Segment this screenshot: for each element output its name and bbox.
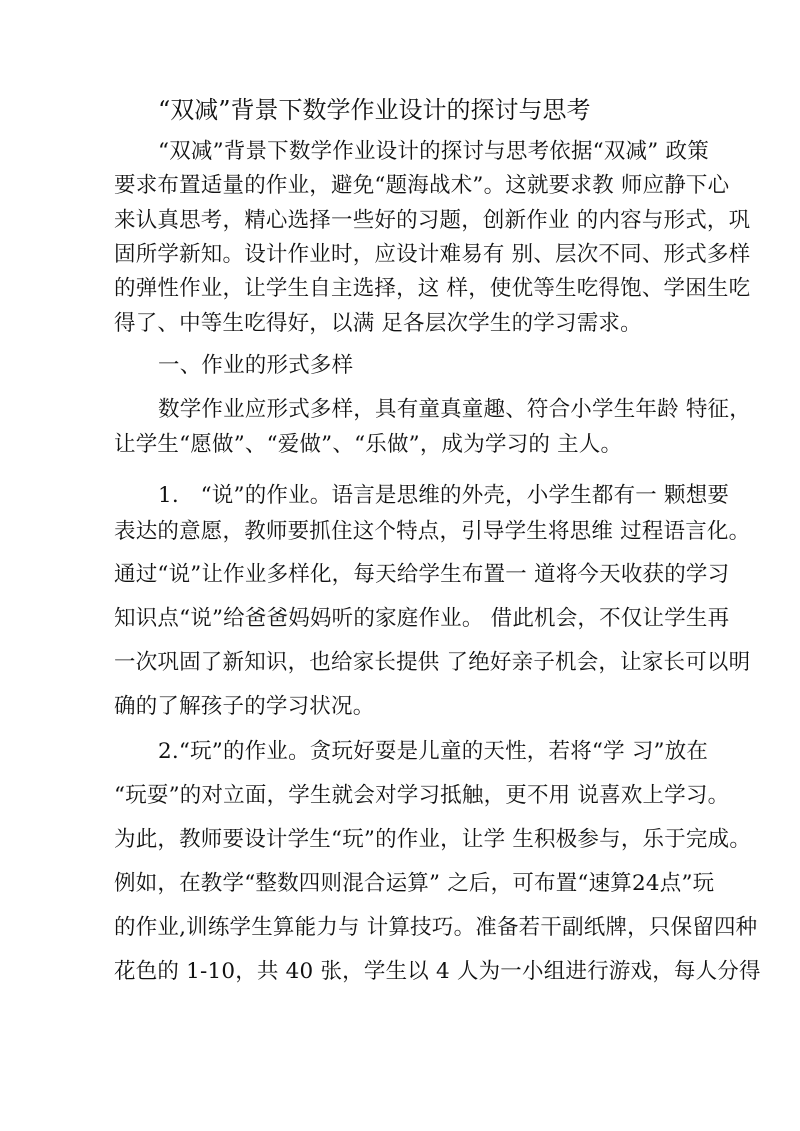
paragraph-3-line-4: 知识点“说”给爸爸妈妈听的家庭作业。 借此机会，不仅让学生再: [114, 606, 730, 631]
paragraph-4-line-4: 例如，在教学“整数四则混合运算” 之后，可布置“速算24点”玩: [114, 871, 715, 896]
paragraph-1-line-2: 要求布置适量的作业，避免“题海战术”。这就要求教 师应静下心: [114, 173, 730, 198]
section-heading-1: 一、作业的形式多样: [158, 353, 354, 378]
paragraph-4-line-2: “玩耍”的对立面，学生就会对学习抵触，更不用 说喜欢上学习。: [114, 783, 730, 808]
document-title: “双减”背景下数学作业设计的探讨与思考: [158, 96, 591, 124]
paragraph-3-line-5: 一次巩固了新知识，也给家长提供 了绝好亲子机会，让家长可以明: [114, 650, 751, 675]
paragraph-3-line-6: 确的了解孩子的学习状况。: [114, 694, 375, 719]
paragraph-3-line-1: 1. “说”的作业。语言是思维的外壳，小学生都有一 颗想要: [158, 483, 730, 508]
paragraph-2-line-1: 数学作业应形式多样，具有童真童趣、符合小学生年龄 特征，: [158, 397, 751, 422]
paragraph-1-line-6: 得了、中等生吃得好，以满 足各层次学生的学习需求。: [114, 311, 642, 336]
paragraph-4-line-1: 2.“玩”的作业。贪玩好耍是儿童的天性，若将“学 习”放在: [158, 739, 709, 764]
paragraph-4-line-3: 为此，教师要设计学生“玩”的作业，让学 生积极参与，乐于完成。: [114, 827, 752, 852]
paragraph-4-line-6: 花色的 1-10，共 40 张，学生以 4 人为一小组进行游戏，每人分得: [114, 959, 761, 984]
paragraph-3-line-2: 表达的意愿，教师要抓住这个特点，引导学生将思维 过程语言化。: [114, 519, 751, 544]
paragraph-3-line-3: 通过“说”让作业多样化，每天给学生布置一 道将今天收获的学习: [114, 562, 730, 587]
paragraph-1-line-5: 的弹性作业，让学生自主选择，这 样，使优等生吃得饱、学困生吃: [114, 276, 751, 301]
paragraph-1-line-4: 固所学新知。设计作业时，应设计难易有 别、层次不同、形式多样: [114, 242, 751, 267]
paragraph-2-line-2: 让学生“愿做”、“爱做”、“乐做”，成为学习的 主人。: [114, 432, 623, 457]
paragraph-1-line-3: 来认真思考，精心选择一些好的习题，创新作业 的内容与形式，巩: [114, 208, 751, 233]
paragraph-1-line-1: “双减”背景下数学作业设计的探讨与思考依据“双减” 政策: [158, 139, 709, 164]
paragraph-4-line-5: 的作业,训练学生算能力与 计算技巧。准备若干副纸牌，只保留四种: [114, 915, 758, 940]
